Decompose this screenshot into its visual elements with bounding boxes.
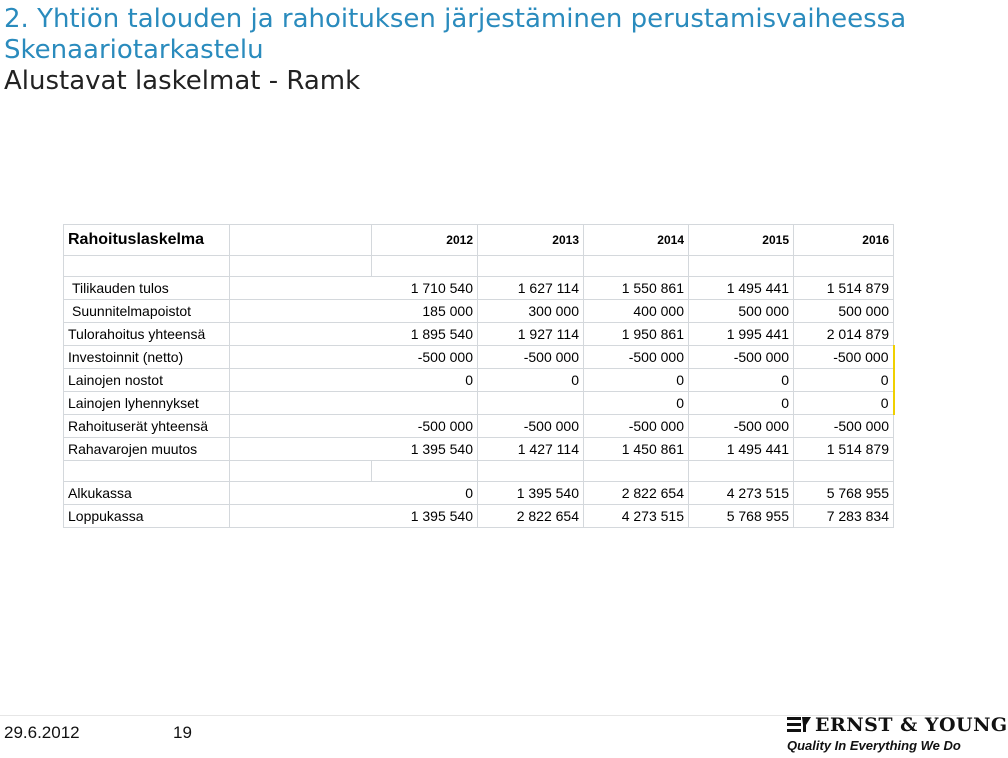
cell-value: 1 550 861 xyxy=(584,277,689,300)
logo-tagline: Quality In Everything We Do xyxy=(787,738,961,753)
row-label: Rahoituserät yhteensä xyxy=(64,415,230,438)
cell-value xyxy=(230,392,478,415)
cell-value: 1 895 540 xyxy=(230,323,478,346)
cell-value: 0 xyxy=(584,369,689,392)
cell-value: 0 xyxy=(794,392,894,415)
row-label: Lainojen lyhennykset xyxy=(64,392,230,415)
cell-value: 1 427 114 xyxy=(478,438,584,461)
cell-value: 2 014 879 xyxy=(794,323,894,346)
row-label: Alkukassa xyxy=(64,482,230,505)
table-row xyxy=(64,392,894,415)
row-label: Lainojen nostot xyxy=(64,369,230,392)
ey-mark-icon xyxy=(787,716,811,734)
cell-value: 1 995 441 xyxy=(689,323,794,346)
title-line-3: Alustavat laskelmat - Ramk xyxy=(4,66,361,96)
table-row xyxy=(64,323,894,346)
row-label: Loppukassa xyxy=(64,505,230,528)
table-row xyxy=(64,482,894,505)
year-header: 2013 xyxy=(478,225,584,256)
cell-value: 4 273 515 xyxy=(584,505,689,528)
cell-value: 1 395 540 xyxy=(478,482,584,505)
cell-value: 4 273 515 xyxy=(689,482,794,505)
cell-value: 2 822 654 xyxy=(584,482,689,505)
year-header: 2014 xyxy=(584,225,689,256)
title-line-2: Skenaariotarkastelu xyxy=(4,35,264,65)
cell-value: 1 514 879 xyxy=(794,277,894,300)
cell-value: 0 xyxy=(230,369,478,392)
ernst-young-logo xyxy=(787,714,1008,756)
table-row xyxy=(64,505,894,528)
cell-value: -500 000 xyxy=(478,346,584,369)
title-line-1: 2. Yhtiön talouden ja rahoituksen järjestäminen perustamisvaiheessa xyxy=(4,4,907,34)
cell-value: 0 xyxy=(689,392,794,415)
cell-value: 1 395 540 xyxy=(230,505,478,528)
page-number: 19 xyxy=(173,723,192,742)
cell-value: 185 000 xyxy=(230,300,478,323)
cell-value: 1 627 114 xyxy=(478,277,584,300)
spacer-row xyxy=(64,461,894,482)
row-label: Suunnitelmapoistot xyxy=(64,300,230,323)
cell-value: 1 395 540 xyxy=(230,438,478,461)
cell-value: 400 000 xyxy=(584,300,689,323)
table-title: Rahoituslaskelma xyxy=(64,225,230,256)
year-header: 2012 xyxy=(372,225,478,256)
cell-value: 2 822 654 xyxy=(478,505,584,528)
cell-value: 1 450 861 xyxy=(584,438,689,461)
row-label: Tilikauden tulos xyxy=(64,277,230,300)
logo-wordmark: ERNST & YOUNG xyxy=(815,714,1008,736)
row-label: Investoinnit (netto) xyxy=(64,346,230,369)
footer-date: 29.6.2012 xyxy=(4,723,80,742)
spacer-row xyxy=(64,256,894,277)
cell-value: 5 768 955 xyxy=(689,505,794,528)
cell-value: 500 000 xyxy=(689,300,794,323)
cell-value: 500 000 xyxy=(794,300,894,323)
table-row xyxy=(64,300,894,323)
cell-value: 0 xyxy=(230,482,478,505)
cell-value: -500 000 xyxy=(794,415,894,438)
cell-value: 0 xyxy=(478,369,584,392)
empty-cell xyxy=(230,225,372,256)
cell-value: 0 xyxy=(584,392,689,415)
cell-value: 0 xyxy=(689,369,794,392)
year-header: 2015 xyxy=(689,225,794,256)
table-row xyxy=(64,346,894,369)
slide-title xyxy=(4,4,906,97)
cell-value: 1 710 540 xyxy=(230,277,478,300)
cell-value: 0 xyxy=(794,369,894,392)
row-label: Rahavarojen muutos xyxy=(64,438,230,461)
year-header: 2016 xyxy=(794,225,894,256)
table-row xyxy=(64,415,894,438)
financing-table xyxy=(63,224,895,528)
table-row xyxy=(64,277,894,300)
cell-value xyxy=(478,392,584,415)
table-row xyxy=(64,369,894,392)
cell-value: 1 950 861 xyxy=(584,323,689,346)
cell-value: 1 495 441 xyxy=(689,277,794,300)
cell-value: 1 927 114 xyxy=(478,323,584,346)
cell-value: -500 000 xyxy=(584,415,689,438)
cell-value: -500 000 xyxy=(230,346,478,369)
row-label: Tulorahoitus yhteensä xyxy=(64,323,230,346)
cell-value: 300 000 xyxy=(478,300,584,323)
table-row xyxy=(64,438,894,461)
cell-value: -500 000 xyxy=(584,346,689,369)
cell-value: -500 000 xyxy=(689,346,794,369)
cell-value: 5 768 955 xyxy=(794,482,894,505)
table-header-row xyxy=(64,225,894,256)
cell-value: 1 495 441 xyxy=(689,438,794,461)
cell-value: -500 000 xyxy=(478,415,584,438)
cell-value: 1 514 879 xyxy=(794,438,894,461)
cell-value: -500 000 xyxy=(794,346,894,369)
cell-value: -500 000 xyxy=(689,415,794,438)
cell-value: -500 000 xyxy=(230,415,478,438)
cell-value: 7 283 834 xyxy=(794,505,894,528)
